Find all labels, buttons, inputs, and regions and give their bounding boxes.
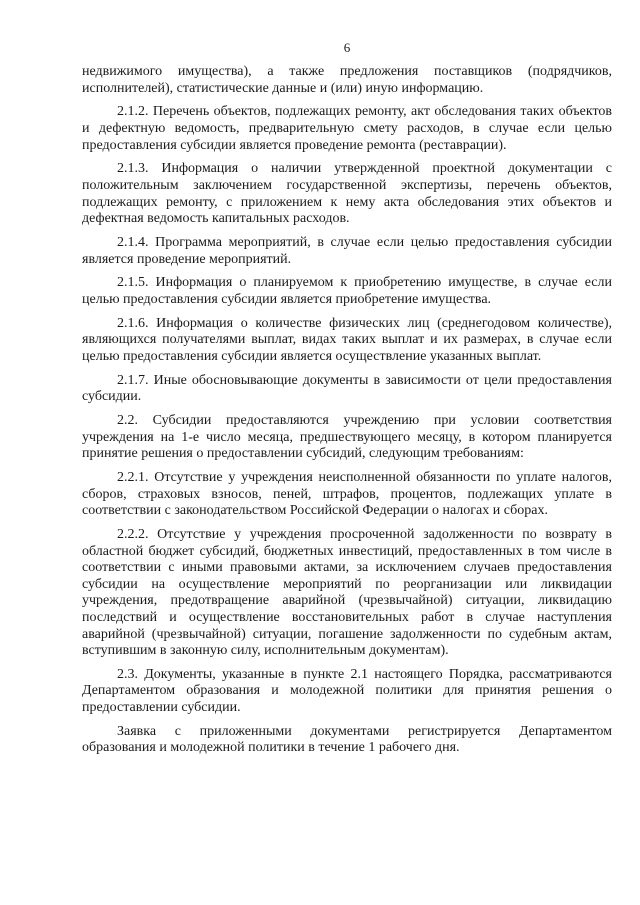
paragraph-continuation: недвижимого имущества), а также предложения поставщиков (подрядчиков, исполнителей), статистические данные и (или) иную информацию. (82, 64, 612, 96)
page-number: 6 (343, 40, 351, 55)
paragraph-application-registration: Заявка с приложенными документами регистрируется Департаментом образования и молодежной политики в течение 1 рабочего дня. (82, 723, 612, 756)
paragraph-2-1-3: 2.1.3. Информация о наличии утвержденной проектной документации с положительным заключением государственной экспертизы, перечень объектов, подлежащих ремонту, с приложением к нему акта обследования этих объектов и дефектная ведомость капитальных расходов. (82, 161, 612, 227)
paragraph-2-1-4: 2.1.4. Программа мероприятий, в случае если целью предоставления субсидии является проведение мероприятий. (82, 234, 612, 267)
paragraph-2-1-7: 2.1.7. Иные обосновывающие документы в зависимости от цели предоставления субсидии. (82, 372, 612, 405)
paragraph-2-1-6: 2.1.6. Информация о количестве физических лиц (среднегодовом количестве), являющихся получателями выплат, видах таких выплат и их размерах, в случае если целью предоставления субсидии является осуществление указанных выплат. (82, 315, 612, 364)
paragraph-2-2-1: 2.2.1. Отсутствие у учреждения неисполненной обязанности по уплате налогов, сборов, страховых взносов, пеней, штрафов, процентов, подлежащих уплате в соответствии с законодательством Российской Федерации о налогах и сборах. (82, 469, 612, 519)
paragraph-2-2-2: 2.2.2. Отсутствие у учреждения просроченной задолженности по возврату в областной бюджет субсидий, бюджетных инвестиций, предоставленных в том числе в соответствии с иными правовыми актами, за исключением случаев предоставления субсидии на осуществление мероприятий по реорганизации или ликвидации учреждения, предотвращение аварийной (чрезвычайной) ситуации, ликвидацию последствий и осуществление восстановительных работ в случае наступления аварийной (чрезвычайной) ситуации, погашение задолженности по судебным актам, вступившим в законную силу, исполнительным документам). (82, 526, 612, 659)
paragraph-2-3: 2.3. Документы, указанные в пункте 2.1 настоящего Порядка, рассматриваются Департаментом образования и молодежной политики для принятия решения о предоставлении субсидии. (82, 666, 612, 716)
paragraph-2-1-2: 2.1.2. Перечень объектов, подлежащих ремонту, акт обследования таких объектов и дефектную ведомость, предварительную смету расходов, в случае если целью предоставления субсидии является проведение ремонта (реставрации). (82, 104, 612, 153)
document-body (82, 64, 612, 764)
paragraph-2-1-5: 2.1.5. Информация о планируемом к приобретению имуществе, в случае если целью предоставления субсидии является приобретение имущества. (82, 275, 612, 307)
paragraph-2-2: 2.2. Субсидии предоставляются учреждению при условии соответствия учреждения на 1-е число месяца, предшествующего месяцу, в котором планируется принятие решения о предоставлении субсидий, следующим требованиям: (82, 413, 612, 462)
document-page (82, 0, 612, 905)
